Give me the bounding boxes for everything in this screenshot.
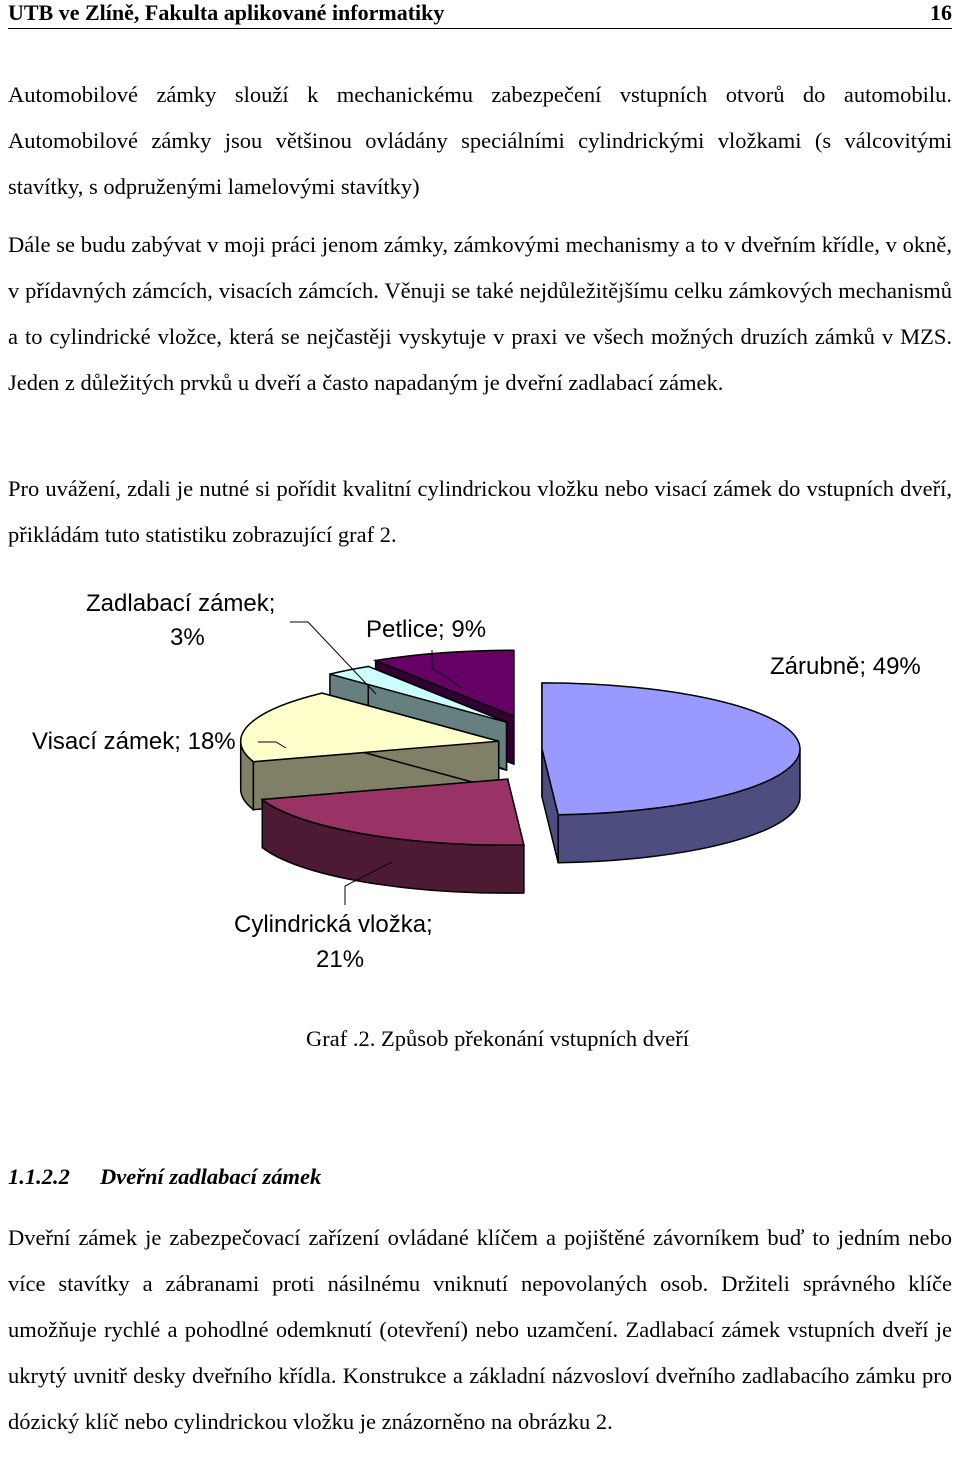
paragraph-2: Dále se budu zabývat v moji práci jenom zámky, zámkovými mechanismy a to v dveřním křídle, v okně, v přídavných zámcích, visacích zámcích. Věnuji se také nejdůležitějšímu celku zámkových mechanismů a to cylindrické vložce, která se nejčastěji vyskytuje v praxi ve všech možných druzích zámků v MZS. Jeden z důležitých prvků u dveří a často napadaným je dveřní zadlabací zámek. — [8, 232, 952, 395]
paragraph-4: Dveřní zámek je zabezpečovací zařízení ovládané klíčem a pojištěné závorníkem buď to jedním nebo více stavítky a zábranami proti násilnému vniknutí nepovolaných osob. Držiteli správného klíče umožňuje rychlé a pohodlné odemknutí (otevření) nebo uzamčení. Zadlabací zámek vstupních dveří je ukrytý uvnitř desky dveřního křídla. Konstrukce a základní názvosloví dveřního zadlabacího zámku pro dózický klíč nebo cylindrickou vložku je znázorněno na obrázku 2. — [8, 1225, 952, 1434]
label-zarubne: Zárubně; 49% — [770, 653, 921, 680]
label-cylindricka-line2: 21% — [316, 946, 365, 973]
section-heading — [8, 1164, 321, 1190]
chart-caption: Graf .2. Způsob překonání vstupních dveří — [306, 1026, 690, 1051]
label-cylindricka-line1: Cylindrická vložka; — [234, 911, 433, 938]
page-header — [8, 0, 952, 29]
paragraph-3: Pro uvážení, zdali je nutné si pořídit kvalitní cylindrickou vložku nebo visací zámek do vstupních dveří, přikládám tuto statistiku zobrazující graf 2. — [8, 476, 952, 547]
section-title: Dveřní zadlabací zámek — [100, 1164, 322, 1189]
header-title: UTB ve Zlíně, Fakulta aplikované informatiky — [8, 0, 445, 25]
label-petlice: Petlice; 9% — [366, 616, 487, 643]
paragraph-1: Automobilové zámky slouží k mechanickému zabezpečení vstupních otvorů do automobilu. Automobilové zámky jsou většinou ovládány speciálními cylindrickými vložkami (s válcovitými stavítky, s odpruženými lamelovými stavítky) — [8, 82, 952, 199]
section-number: 1.1.2.2 — [8, 1164, 70, 1189]
label-zadlabaci-line2: 3% — [170, 624, 205, 651]
pie-chart — [0, 570, 960, 1000]
label-visaci: Visací zámek; 18% — [32, 728, 236, 755]
label-zadlabaci-line1: Zadlabací zámek; — [86, 590, 276, 617]
pie-slices — [241, 650, 800, 893]
page-number: 16 — [930, 0, 952, 25]
